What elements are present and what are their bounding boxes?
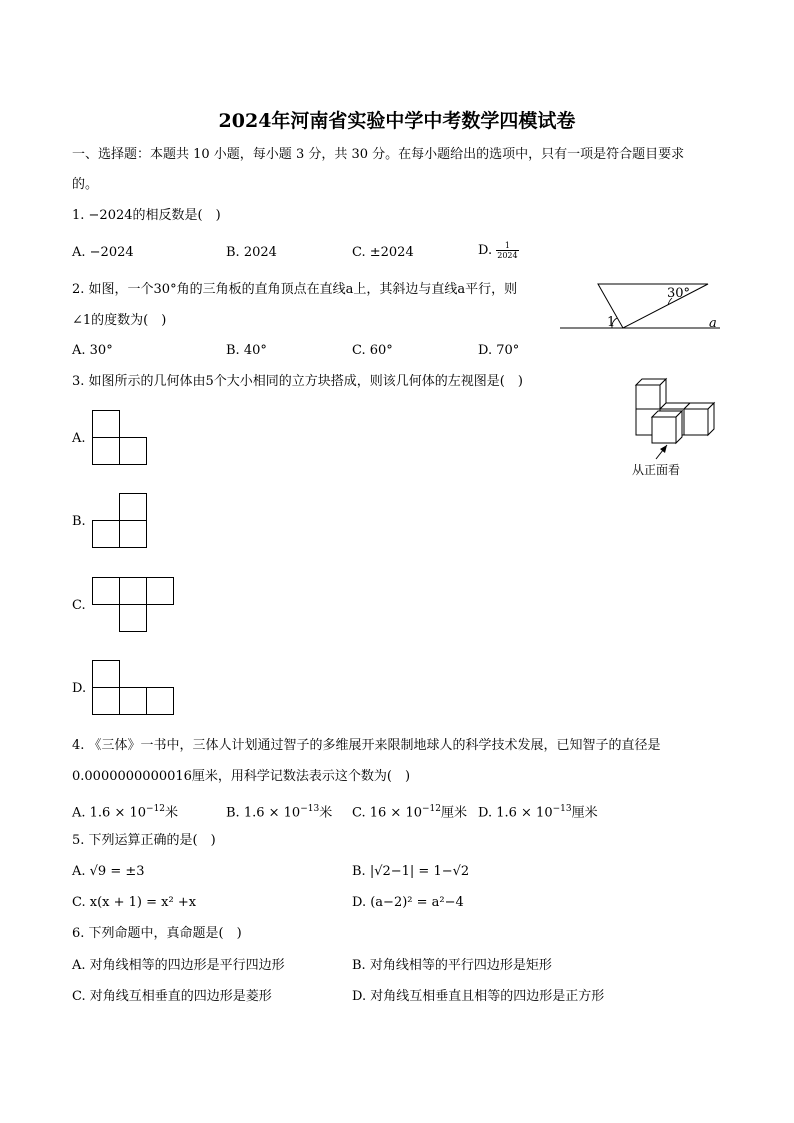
fraction-numerator: 1 <box>496 241 518 251</box>
q5-option-b: B. |√2−1| = 1−√2 <box>352 864 470 879</box>
q4-option-b: B. $1.6 \times 10^{-13}$米 <box>226 804 333 821</box>
q3-option-b-view <box>92 493 152 553</box>
angle-1-label: 1 <box>607 315 616 330</box>
q4-option-d: D. $1.6 \times 10^{-13}$厘米 <box>478 804 598 821</box>
q4-option-c: C. $16 \times 10^{-12}$厘米 <box>352 804 468 821</box>
q6-option-a: A. 对角线相等的四边形是平行四边形 <box>72 958 285 973</box>
q1-option-a: A. −2024 <box>72 245 134 260</box>
q1-option-c: C. ±2024 <box>352 245 414 260</box>
q4-stem-line2: 0.0000000000016厘米，用科学记数法表示这个数为( ) <box>72 769 411 784</box>
q5-option-c: C. x(x + 1) = x² +x <box>72 895 197 910</box>
q2-option-b: B. 40° <box>226 343 267 358</box>
q4-option-a: A. $1.6 \times 10^{-12}$米 <box>72 804 179 821</box>
q3-option-d-view <box>92 660 177 720</box>
q2-option-d: D. 70° <box>478 343 520 358</box>
q1-option-d: D. $\frac{1}{2024}$ <box>478 241 518 260</box>
q5-option-a: A. √9 = ±3 <box>72 864 145 879</box>
q6-stem: 6. 下列命题中，真命题是( ) <box>72 926 242 941</box>
angle-30-label: 30° <box>667 286 691 301</box>
q3-option-c-label: C. <box>72 598 86 613</box>
q1-stem: 1. −2024的相反数是( ) <box>72 208 221 223</box>
q3-option-a-view <box>92 410 152 470</box>
q2-option-c: C. 60° <box>352 343 393 358</box>
q3-option-d-label: D. <box>72 681 87 696</box>
q1-option-b: B. 2024 <box>226 245 277 260</box>
q2-stem-line2: ∠1的度数为( ) <box>72 313 167 328</box>
q6-option-d: D. 对角线互相垂直且相等的四边形是正方形 <box>352 989 605 1004</box>
q3-stem: 3. 如图所示的几何体由5个大小相同的立方块搭成，则该几何体的左视图是( ) <box>72 374 523 389</box>
q1-option-d-fraction <box>496 241 518 260</box>
q3-cube-figure <box>630 375 725 475</box>
figure-caption: 从正面看 <box>632 463 681 477</box>
q6-option-b: B. 对角线相等的平行四边形是矩形 <box>352 958 552 973</box>
q5-stem: 5. 下列运算正确的是( ) <box>72 833 216 848</box>
q2-stem-line1: 2. 如图，一个30°角的三角板的直角顶点在直线a上，其斜边与直线a平行，则 <box>72 282 518 297</box>
q2-option-a: A. 30° <box>72 343 113 358</box>
section-heading-line1: 一、选择题：本题共 10 小题，每小题 3 分，共 30 分。在每小题给出的选项中，只有一项是符合题目要求 <box>72 147 685 162</box>
fraction-denominator: 2024 <box>497 251 518 260</box>
q3-option-a-label: A. <box>72 431 86 446</box>
line-a-label: a <box>709 316 717 331</box>
section-heading-line2: 的。 <box>72 177 99 192</box>
q4-stem-line1: 4. 《三体》一书中，三体人计划通过智子的多维展开来限制地球人的科学技术发展，已知智子的直径是 <box>72 738 661 753</box>
q2-triangle-figure <box>560 280 725 335</box>
q5-option-d: D. (a−2)² = a²−4 <box>352 895 464 910</box>
q3-option-c-view <box>92 577 177 637</box>
q3-option-b-label: B. <box>72 514 86 529</box>
page-title: 2024年河南省实验中学中考数学四模试卷 <box>218 110 576 132</box>
q6-option-c: C. 对角线互相垂直的四边形是菱形 <box>72 989 272 1004</box>
